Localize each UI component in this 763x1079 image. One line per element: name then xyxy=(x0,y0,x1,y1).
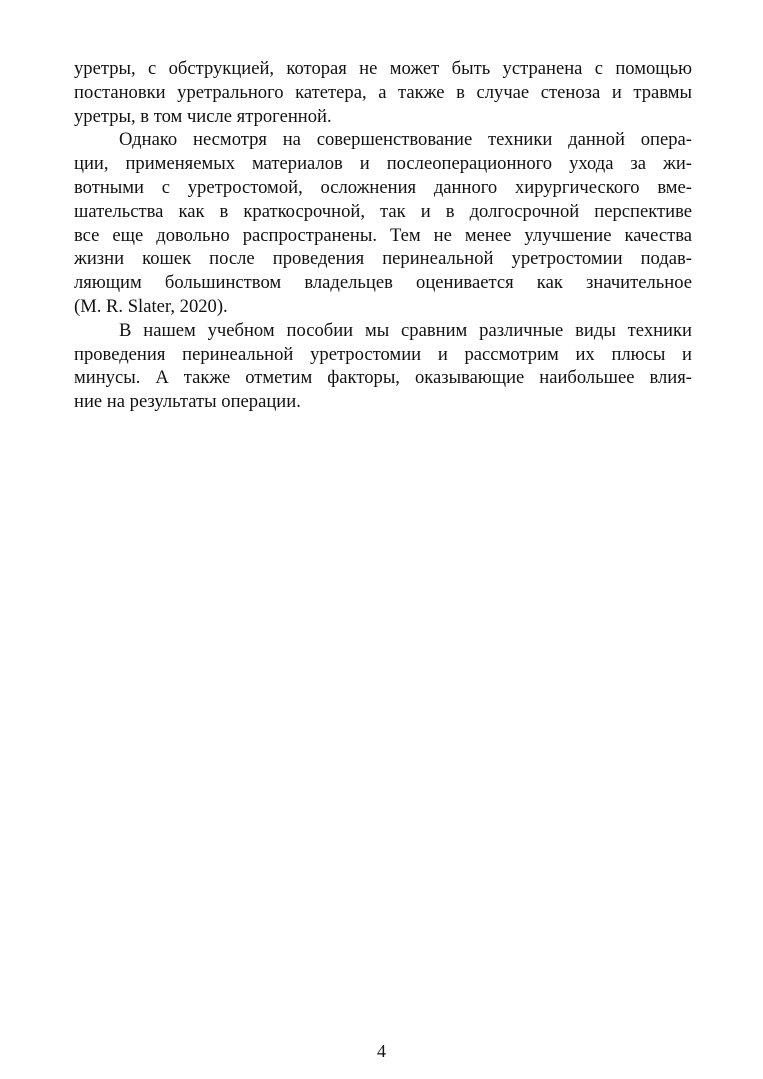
paragraph-2-line-6: жизни кошек после проведения перинеальной уретростомии подав- xyxy=(74,248,692,270)
paragraph-1-line-1: уретры, с обструкцией, которая не может быть устранена с помощью xyxy=(74,58,692,79)
paragraph-2-line-3: вотными с уретростомой, осложнения данного хирургического вме- xyxy=(74,176,692,198)
paragraph-2-line-1: Однако несмотря на совершенствование техники данной опера- xyxy=(119,129,692,151)
paragraph-2-line-4: шательства как в краткосрочной, так и в долгосрочной перспективе xyxy=(74,200,692,222)
paragraph-1-line-2: постановки уретрального катетера, а также в случае стеноза и травмы xyxy=(74,81,692,103)
page-number: 4 xyxy=(377,1041,386,1061)
paragraph-3-line-4: ние на результаты операции. xyxy=(74,391,301,413)
paragraph-2-line-2: ции, применяемых материалов и послеоперационного ухода за жи- xyxy=(74,153,692,175)
paragraph-2-line-7: ляющим большинством владельцев оценивается как значительное xyxy=(74,272,692,294)
body-text xyxy=(74,57,692,414)
paragraph-3-line-1: В нашем учебном пособии мы сравним различные виды техники xyxy=(119,319,692,341)
paragraph-3-line-2: проведения перинеальной уретростомии и рассмотрим их плюсы и xyxy=(74,343,692,365)
paragraph-3-line-3: минусы. А также отметим факторы, оказывающие наибольшее влия- xyxy=(74,367,692,389)
paragraph-1-line-3: уретры, в том числе ятрогенной. xyxy=(74,105,332,127)
paragraph-2-line-5: все еще довольно распространены. Тем не менее улучшение качества xyxy=(74,224,692,246)
paragraph-2-line-8: (M. R. Slater, 2020). xyxy=(74,295,228,317)
